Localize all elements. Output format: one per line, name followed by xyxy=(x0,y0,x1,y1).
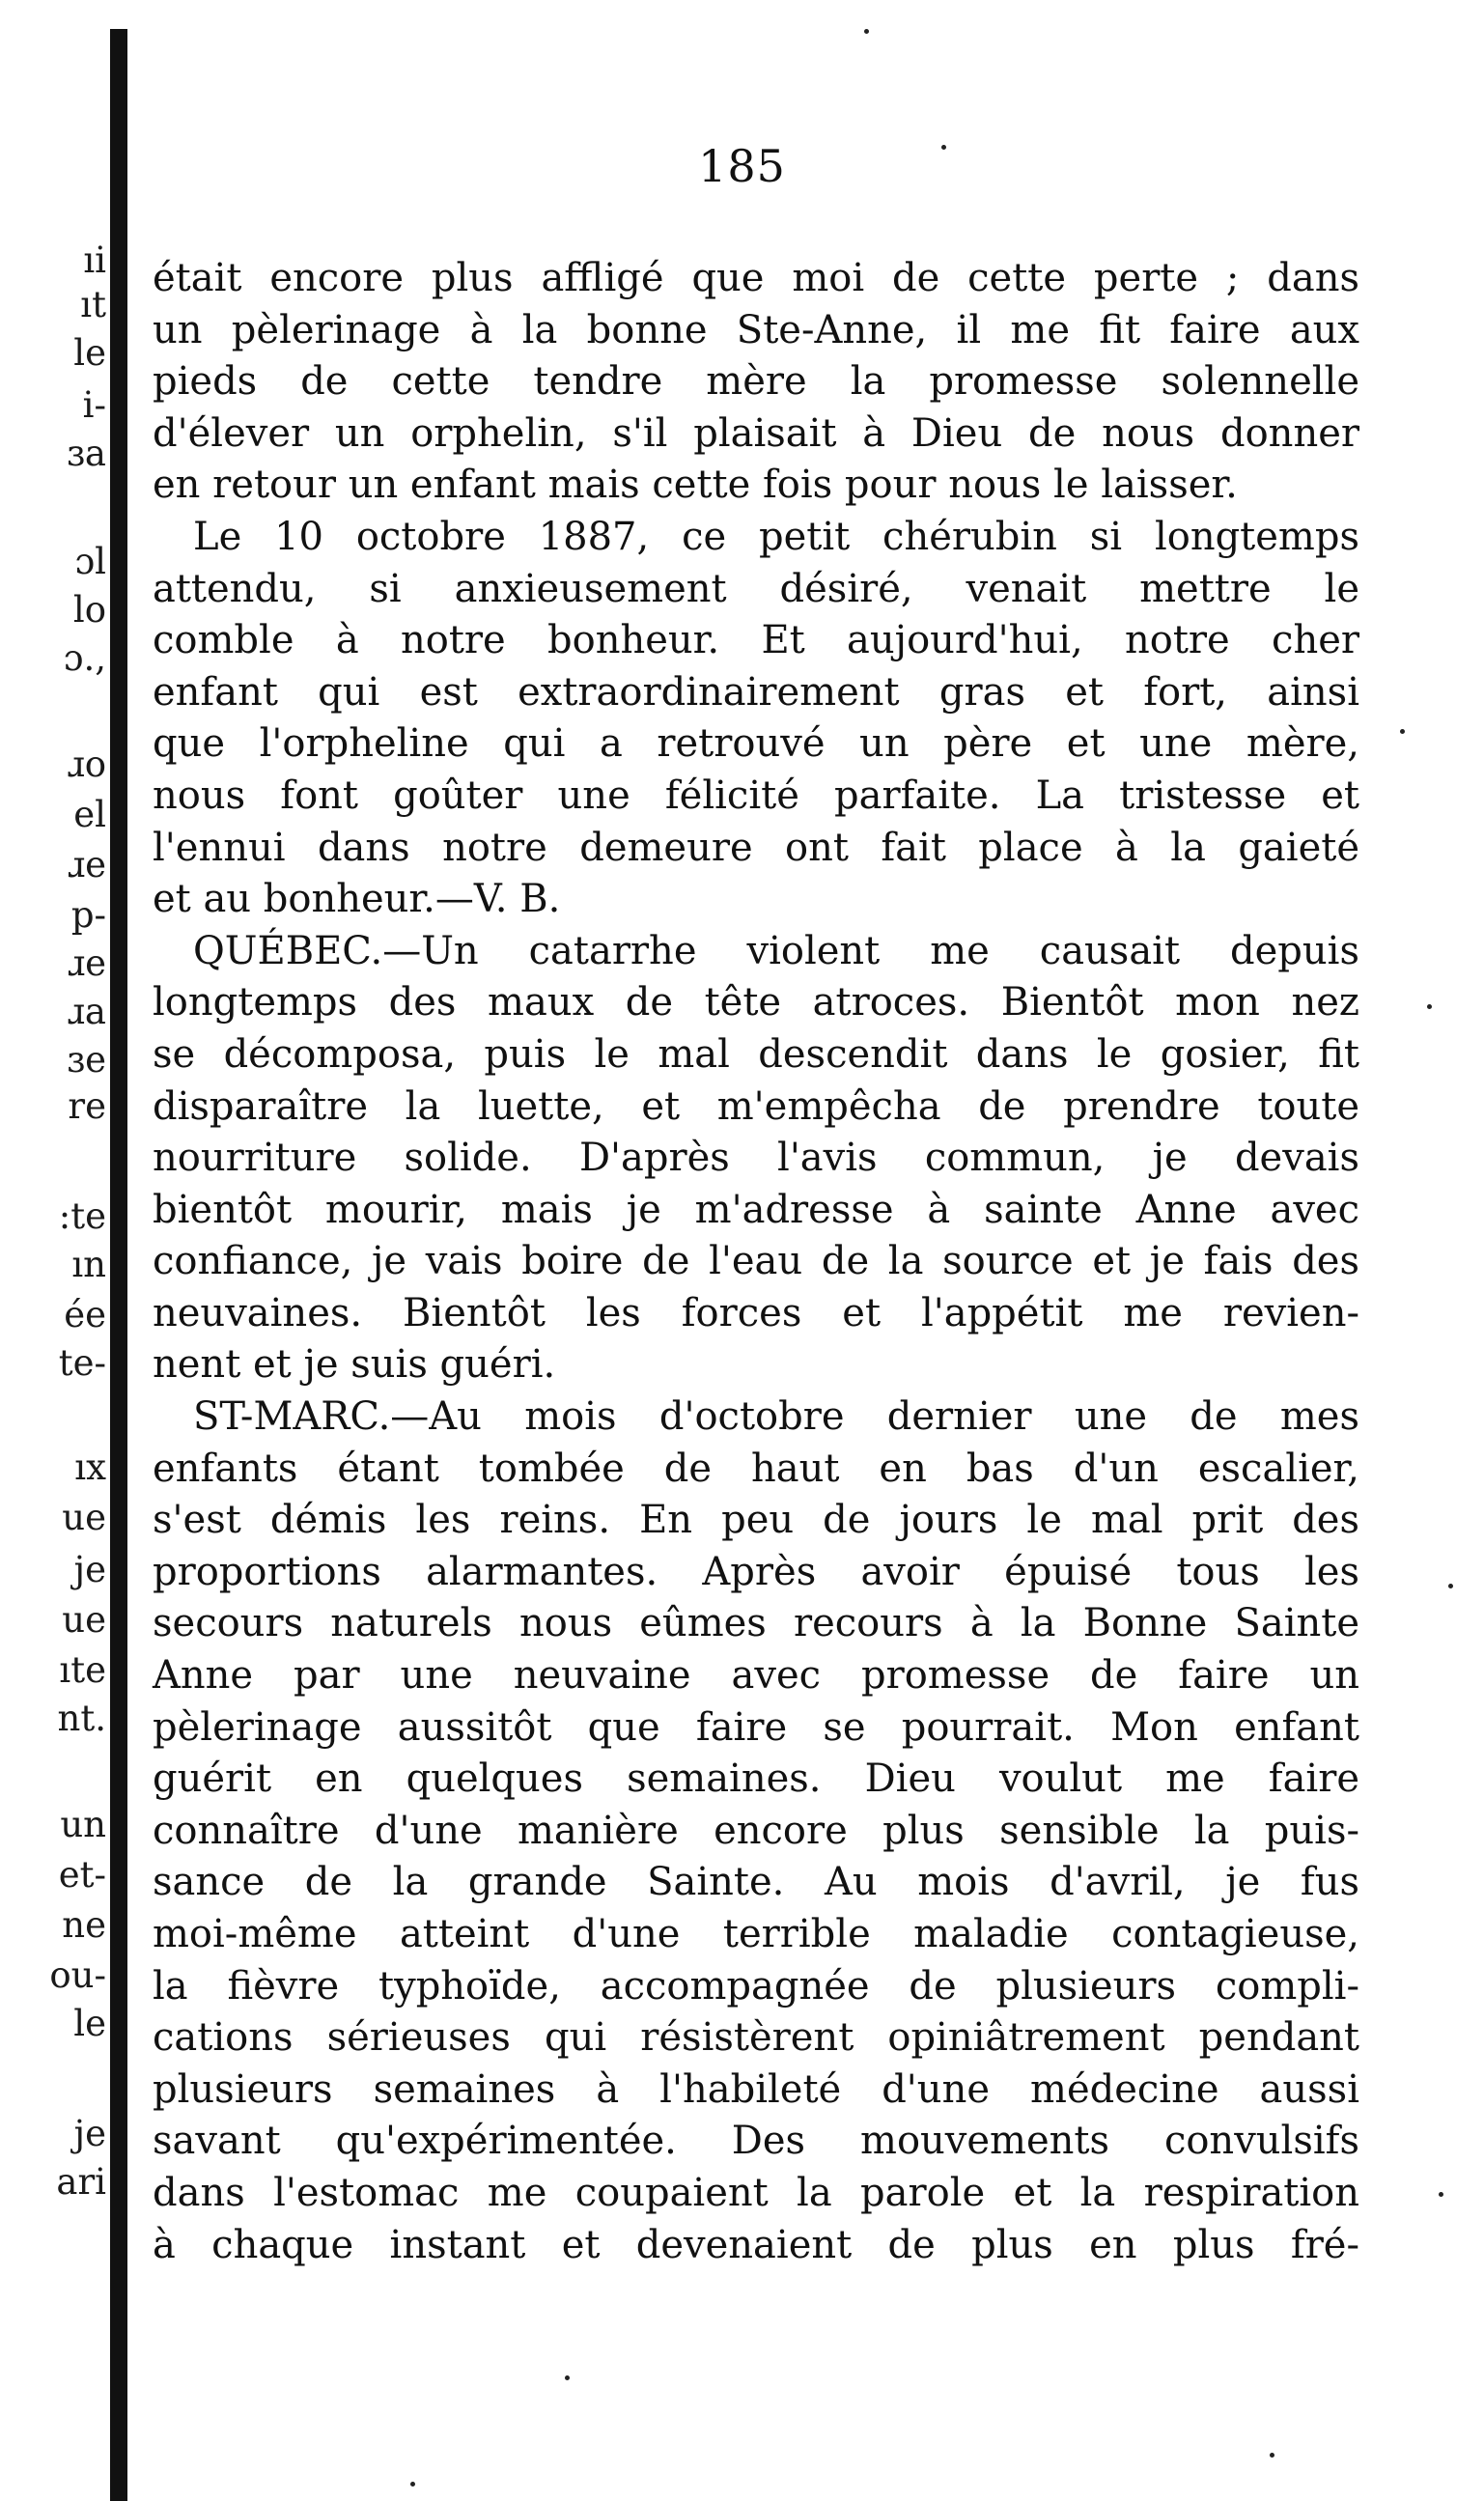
facing-page-fragment: te- xyxy=(58,1342,106,1384)
facing-page-fragment: je xyxy=(73,2113,106,2154)
page-number: 185 xyxy=(698,140,786,192)
facing-page-fragment: p- xyxy=(70,894,106,936)
facing-page-fragment: ɹe xyxy=(67,942,106,984)
print-speck xyxy=(864,29,869,34)
text-line: nourriture solide. D'après l'avis commun, je devais xyxy=(153,1136,1359,1181)
facing-page-fragment: ıi xyxy=(83,239,106,281)
text-line: Anne par une neuvaine avec promesse de faire un xyxy=(153,1653,1359,1699)
print-speck xyxy=(1427,1004,1432,1009)
text-line: plusieurs semaines à l'habileté d'une médecine aussi xyxy=(153,2066,1359,2112)
facing-page-fragment: et- xyxy=(58,1854,106,1896)
facing-page-fragment: ne xyxy=(62,1904,106,1946)
text-line: enfant qui est extraordinairement gras et fort, ainsi xyxy=(153,669,1359,715)
text-line: enfants étant tombée de haut en bas d'un escalier, xyxy=(153,1446,1359,1491)
facing-page-fragment: lo xyxy=(72,589,106,631)
text-line: ST-MARC.—Au mois d'octobre dernier une de mes xyxy=(193,1394,1359,1440)
body-text xyxy=(153,253,1359,2271)
facing-page-fragment: re xyxy=(68,1085,106,1127)
facing-page-fragment: le xyxy=(73,2003,106,2044)
text-line: en retour un enfant mais cette fois pour nous le laisser. xyxy=(153,463,1238,508)
facing-page-fragment: ıx xyxy=(74,1447,106,1488)
facing-page-fragment: ɔ., xyxy=(63,637,106,679)
print-speck xyxy=(1270,2453,1274,2458)
facing-page-fragment: ıt xyxy=(80,284,106,325)
facing-page-fragment: ɹe xyxy=(67,844,106,885)
book-spine-shadow xyxy=(110,29,127,2501)
text-line: neuvaines. Bientôt les forces et l'appétit me revien- xyxy=(153,1290,1359,1335)
print-speck xyxy=(565,2375,570,2380)
text-line: guérit en quelques semaines. Dieu voulut me faire xyxy=(153,1756,1359,1802)
facing-page-fragment: ɔl xyxy=(74,541,106,582)
print-speck xyxy=(1448,1584,1453,1588)
text-line: QUÉBEC.—Un catarrhe violent me causait depuis xyxy=(193,928,1359,973)
text-line: à chaque instant et devenaient de plus en plus fré- xyxy=(153,2222,1359,2267)
print-speck xyxy=(1439,2192,1443,2197)
facing-page-fragment: ari xyxy=(56,2161,106,2203)
text-line: savant qu'expérimentée. Des mouvements convulsifs xyxy=(153,2119,1359,2164)
text-line: était encore plus affligé que moi de cette perte ; dans xyxy=(153,256,1359,300)
text-line: que l'orpheline qui a retrouvé un père et une mère, xyxy=(153,721,1359,767)
text-line: s'est démis les reins. En peu de jours le mal prit des xyxy=(153,1498,1359,1543)
text-line: nent et je suis guéri. xyxy=(153,1342,556,1388)
text-line: d'élever un orphelin, s'il plaisait à Dieu de nous donner xyxy=(153,410,1359,456)
facing-page-fragment: nt. xyxy=(57,1698,106,1739)
facing-page-fragment: je xyxy=(73,1549,106,1590)
text-line: et au bonheur.—V. B. xyxy=(153,877,561,922)
facing-page-fragment: ın xyxy=(71,1244,106,1285)
text-line: comble à notre bonheur. Et aujourd'hui, notre cher xyxy=(153,618,1359,663)
facing-page-fragment: el xyxy=(73,794,106,835)
facing-page-fragment: ɹa xyxy=(67,991,106,1032)
print-speck xyxy=(410,2482,415,2487)
print-speck xyxy=(941,145,946,150)
text-line: nous font goûter une félicité parfaite. La tristesse et xyxy=(153,773,1359,818)
facing-page-fragment: ou- xyxy=(49,1954,106,1996)
facing-page-fragment: ɜa xyxy=(67,433,106,474)
facing-page-fragment: :te xyxy=(58,1195,106,1237)
text-line: sance de la grande Sainte. Au mois d'avril, je fus xyxy=(153,1860,1359,1905)
facing-page-fragment: i- xyxy=(82,384,106,426)
facing-page-fragment: ue xyxy=(62,1599,106,1641)
text-line: Le 10 octobre 1887, ce petit chérubin si longtemps xyxy=(193,514,1359,559)
facing-page-fragment: ue xyxy=(62,1497,106,1538)
text-line: se décomposa, puis le mal descendit dans le gosier, fit xyxy=(153,1031,1359,1077)
text-line: secours naturels nous eûmes recours à la Bonne Sainte xyxy=(153,1601,1359,1646)
text-line: l'ennui dans notre demeure ont fait place à la gaieté xyxy=(153,825,1359,870)
text-line: cations sérieuses qui résistèrent opiniâtrement pendant xyxy=(153,2015,1359,2061)
text-line: pèlerinage aussitôt que faire se pourrait. Mon enfant xyxy=(153,1704,1359,1750)
text-line: connaître d'une manière encore plus sensible la puis- xyxy=(153,1808,1359,1853)
text-line: pieds de cette tendre mère la promesse solennelle xyxy=(153,359,1359,405)
text-line: attendu, si anxieusement désiré, venait mettre le xyxy=(153,566,1359,611)
text-line: la fièvre typhoïde, accompagnée de plusieurs compli- xyxy=(153,1963,1359,2009)
facing-page-fragment: ée xyxy=(64,1294,106,1335)
print-speck xyxy=(1400,729,1405,734)
text-line: bientôt mourir, mais je m'adresse à sainte Anne avec xyxy=(153,1187,1359,1232)
facing-page-fragment: ıte xyxy=(59,1649,106,1691)
facing-page-fragment: ɜe xyxy=(67,1039,106,1081)
facing-page-fragment: ɹo xyxy=(67,744,106,785)
facing-page-fragment: le xyxy=(73,332,106,374)
facing-page-fragment: un xyxy=(60,1804,106,1845)
text-line: longtemps des maux de tête atroces. Bientôt mon nez xyxy=(153,980,1359,1026)
text-line: confiance, je vais boire de l'eau de la source et je fais des xyxy=(153,1239,1359,1284)
text-line: dans l'estomac me coupaient la parole et la respiration xyxy=(153,2170,1359,2215)
text-line: moi-même atteint d'une terrible maladie contagieuse, xyxy=(153,1912,1359,1956)
text-line: proportions alarmantes. Après avoir épuisé tous les xyxy=(153,1549,1359,1594)
text-line: un pèlerinage à la bonne Ste-Anne, il me fit faire aux xyxy=(153,307,1359,352)
text-line: disparaître la luette, et m'empêcha de prendre toute xyxy=(153,1083,1359,1129)
